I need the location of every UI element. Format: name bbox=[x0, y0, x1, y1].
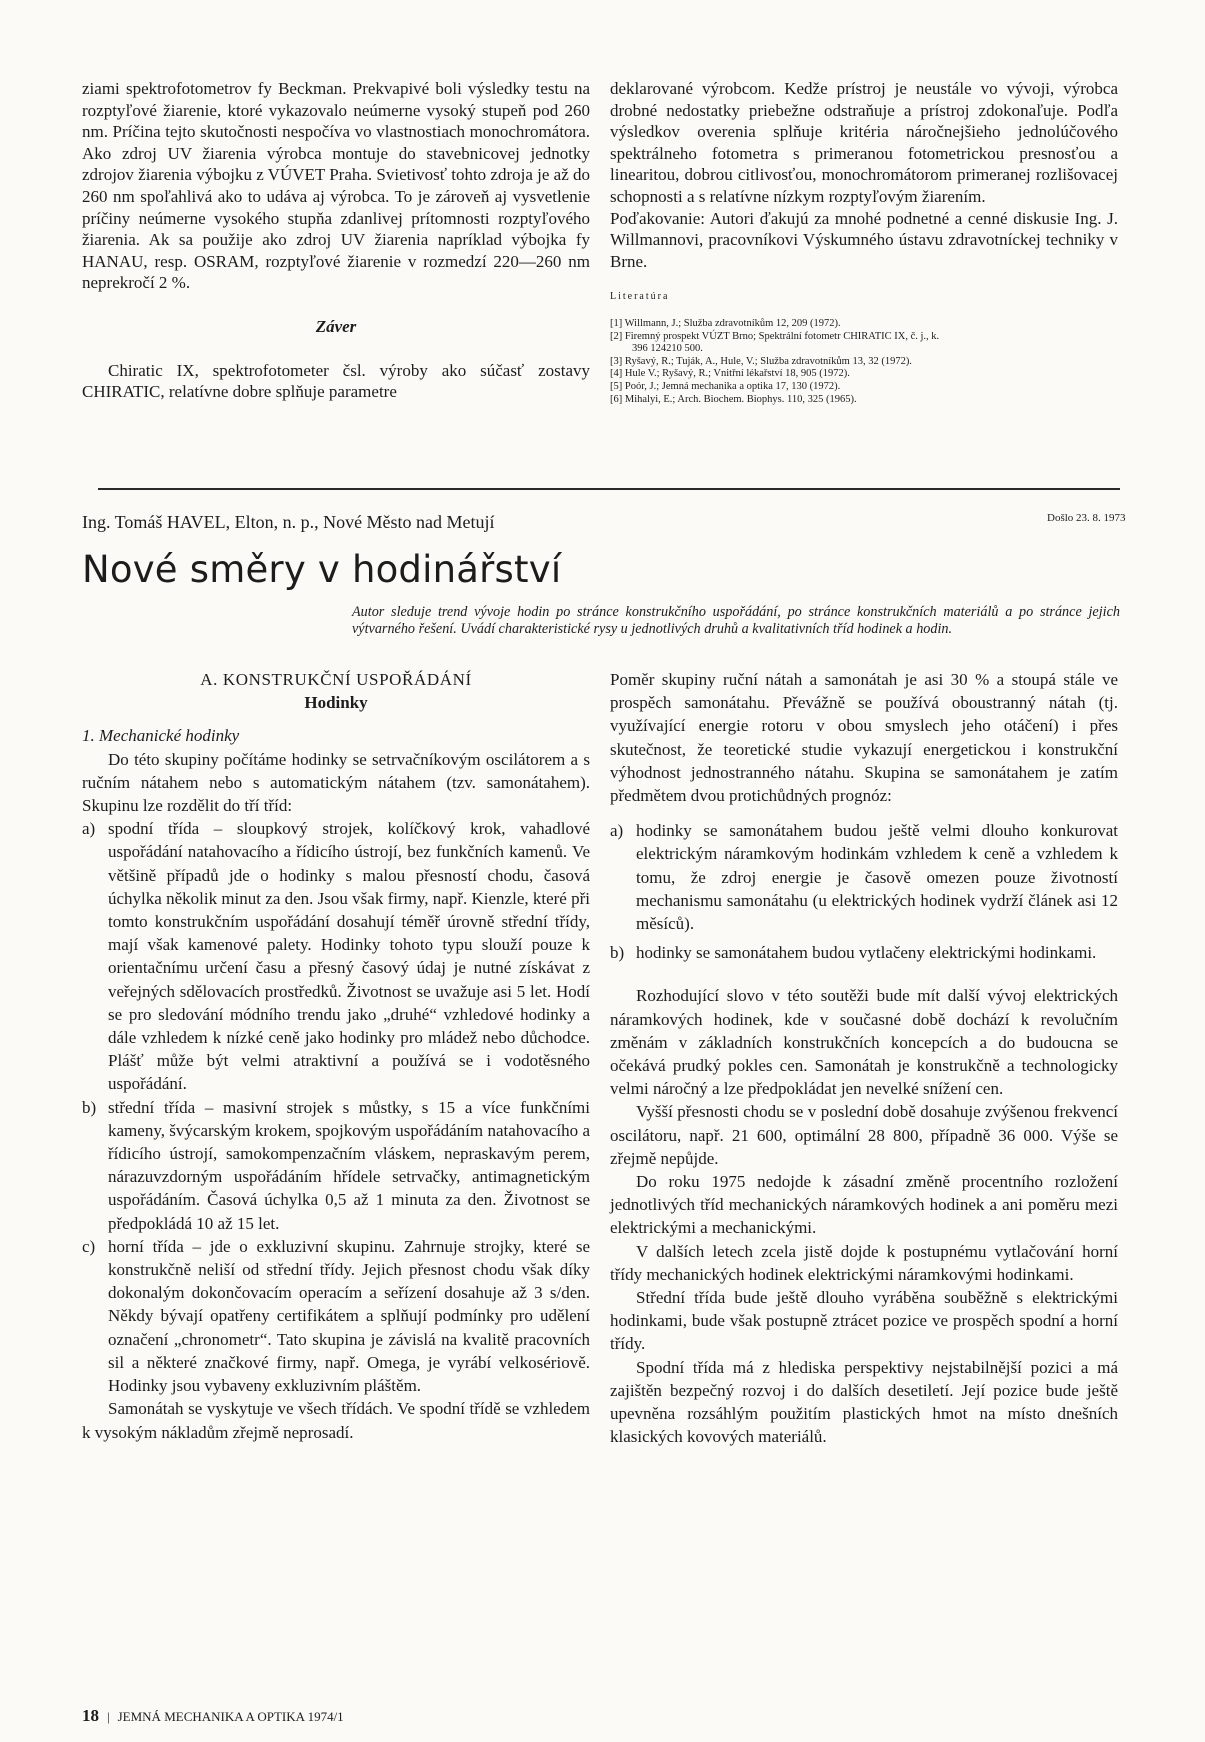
page-footer bbox=[82, 1706, 344, 1726]
prognosis-label: b) bbox=[610, 943, 625, 963]
body-paragraph: Střední třída bude ještě dlouho vyráběna souběžně s elektrickými hodinkami, bude však postupně ztrácet pozice ve prospěch spodní a horní třídy. bbox=[610, 1288, 1118, 1354]
conclusion-text: Chiratic IX, spektrofotometer čsl. výroby ako súčasť zostavy CHIRATIC, relatívne dobre splňuje parametre bbox=[82, 360, 590, 402]
received-date: Došlo 23. 8. 1973 bbox=[1047, 512, 1126, 524]
reference-item: [5] Poór, J.; Jemná mechanika a optika 17, 130 (1972). bbox=[610, 380, 841, 392]
literature-heading: Literatúra bbox=[610, 291, 670, 303]
article-title: Nové směry v hodinářství bbox=[82, 548, 562, 591]
footer-separator: | bbox=[107, 1709, 110, 1724]
prognosis-item bbox=[610, 819, 1118, 935]
article-right-column bbox=[610, 668, 1118, 1449]
section-divider bbox=[98, 488, 1120, 490]
acknowledgement: Poďakovanie: Autori ďakujú za mnohé podnetné a cenné diskusie Ing. J. Willmannovi, pracovníkovi Výskumného ústavu zdravotníckej techniky v Brne. bbox=[610, 208, 1118, 271]
prognosis-label: a) bbox=[610, 821, 624, 841]
conclusion-heading: Záver bbox=[315, 316, 357, 336]
page-number: 18 bbox=[82, 1706, 99, 1725]
section-heading: A. KONSTRUKČNÍ USPOŘÁDÁNÍ bbox=[200, 670, 472, 689]
body-paragraph: Vyšší přesnosti chodu se v poslední době dosahuje zvýšenou frekvencí oscilátoru, např. 21 600, optimální 28 800, případně 36 000. Výše se zřejmě nepůjde. bbox=[610, 1102, 1118, 1168]
body-paragraph: V dalších letech zcela jistě dojde k postupnému vytlačování horní třídy mechanických hodinek elektrickými náramkovými hodinkami. bbox=[610, 1241, 1118, 1284]
class-text: horní třída – jde o exkluzivní skupinu. Zahrnuje strojky, které se konstrukčně neliší od střední třídy. Jejich přesnost chodu však díky dokonalým dokončovacím operacím a seřízení dosahuje až 3 s/den. Někdy bývají opatřeny certifikátem a splňují podmínky pro udělení označení „chronometr“. Tato skupina je závislá na kvalitě pracovních sil a některé značkové firmy, např. Omega, je vyrábí velkosériově. Hodinky jsou vybaveny exkluzivním pláštěm. bbox=[108, 1236, 590, 1396]
class-text: střední třída – masivní strojek s můstky, s 15 a více funkčními kameny, švýcarským krokem, spojkovým uspořádáním natahovacího a řídicího ústrojí, samokompenzačním vláskem, nepraskavým perem, nárazuvzdorným uspořádáním hřídele setrvačky, antimagnetickým uspořádáním. Časová úchylka 0,5 až 1 minuta za den. Životnost se předpokládá 10 až 15 let. bbox=[108, 1097, 590, 1233]
class-label: b) bbox=[82, 1097, 97, 1117]
prognosis-item bbox=[610, 941, 1118, 964]
body-paragraph: Spodní třída má z hlediska perspektivy nejstabilnější pozici a má zajištěn bezpečný rozvoj i do dalších desetiletí. Její pozice bude ještě upevněna rozsáhlým použitím plastických hmot na místo dnešních klasických kovových materiálů. bbox=[610, 1357, 1118, 1447]
class-label: a) bbox=[82, 819, 96, 839]
prognosis-text: hodinky se samonátahem budou ještě velmi dlouho konkurovat elektrickým náramkovým hodinkám vzhledem k ceně a vzhledem k tomu, že zdroj energie je časově omezen pouze životností mechanismu samonátahu (u elektrických hodinek vydrží článek asi 12 měsíců). bbox=[636, 821, 1118, 934]
article-abstract: Autor sleduje trend vývoje hodin po stránce konstrukčního uspořádání, po stránce konstrukčních materiálů a po stránce jejich výtvarného řešení. Uvádí charakteristické rysy u jednotlivých druhů a kvalitativních tříd hodinek a hodin. bbox=[352, 604, 1120, 638]
top-right-paragraph: deklarované výrobcom. Kedže prístroj je neustále vo vývoji, výrobca drobné nedostatky priebežne odstraňuje a prístroj zdokonaľuje. Podľa výsledkov overenia splňuje kritéria náročnejšieho jednolúčového spektrálneho fotometra s primeranou fotometrickou presnosťou a linearitou, dobrou citlivosťou, monochromátorom primeranej rozlišovacej schopnosti a s relatívne nízkym rozptyľovým žiarením. bbox=[610, 79, 1118, 206]
body-paragraph: Do roku 1975 nedojde k zásadní změně procentního rozložení jednotlivých tříd mechanických náramkových hodinek a ani poměru mezi elektrickými a mechanickými. bbox=[610, 1172, 1118, 1238]
reference-list bbox=[610, 318, 1118, 406]
reference-item: [4] Hule V.; Ryšavý, R.; Vnitřní lékařství 18, 905 (1972). bbox=[610, 368, 850, 380]
top-left-column bbox=[82, 78, 590, 403]
class-text: spodní třída – sloupkový strojek, kolíčkový krok, vahadlové uspořádání natahovacího a řídicího ústrojí, bez funkčních kamenů. Ve většině případů jde o hodinky s malou přesností chodu, časová úchylka několik minut za den. Jsou však firmy, např. Kienzle, které při tomto konstrukčním uspořádání dosahují téměř úrovně střední třídy, mají však kamenové palety. Hodinky tohoto typu slouží pouze k orientačnímu určení času a přesný časový údaj je nutné získávat z veřejných sdělovacích prostředků. Životnost se uvažuje asi 5 let. Hodí se pro sledování módního trendu jako „druhé“ vzhledové hodinky a dále vzhledem k nízké ceně jako hodinky pro mládež nebo důchodce. Plášť může být velmi atraktivní a používá se i vodotěsného uspořádání. bbox=[108, 819, 590, 1094]
body-paragraph: Rozhodující slovo v této soutěži bude mít další vývoj elektrických náramkových hodinek, kde v současné době dochází k revolučním změnám v základních konstrukčních koncepcích a do budoucna se očekává prudký pokles cen. Samonátah je konstrukčně a technologicky velmi náročný a lze předpokládat jen nevelké snížení cen. bbox=[610, 986, 1118, 1099]
reference-item: [3] Ryšavý, R.; Tuják, A., Hule, V.; Služba zdravotníkům 13, 32 (1972). bbox=[610, 355, 912, 367]
article-left-column bbox=[82, 668, 590, 1444]
subsection-heading: Hodinky bbox=[304, 693, 368, 713]
intro-paragraph: Do této skupiny počítáme hodinky se setrvačníkovým oscilátorem a s ručním nátahem nebo s automatickým nátahem (tzv. samonátahem). Skupinu lze rozdělit do tří tříd: bbox=[82, 749, 590, 816]
subsubsection-heading: 1. Mechanické hodinky bbox=[82, 726, 240, 746]
closing-paragraph: Samonátah se vyskytuje ve všech třídách. Ve spodní třídě se vzhledem k vysokým nákladům zřejmě neprosadí. bbox=[82, 1399, 590, 1442]
class-label: c) bbox=[82, 1236, 96, 1256]
reference-item: [6] Mihalyi, E.; Arch. Biochem. Biophys. 110, 325 (1965). bbox=[610, 393, 857, 405]
right-intro-paragraph: Poměr skupiny ruční nátah a samonátah je asi 30 % a stoupá stále ve prospěch samonátahu. Převážně se používá oboustranný nátah (tj. využívající energie rotoru v obou smyslech jeho otáčení) i přes skutečnost, že teoretické studie vykazují energetickou i konstrukční výhodnost jednostranného nátahu. Skupina se samonátahem je zatím předmětem dvou protichůdných prognóz: bbox=[610, 670, 1118, 806]
reference-item: 396 124210 500. bbox=[632, 343, 703, 355]
top-left-paragraph: ziami spektrofotometrov fy Beckman. Prekvapivé boli výsledky testu na rozptyľové žiarenie, ktoré vykazovalo neúmerne vysoký stupeň pod 260 nm. Príčina tejto skutočnosti nespočíva vo vlastnostiach monochromátora. Ako zdroj UV žiarenia výrobca montuje do stavebnicovej jednotky zdrojov žiarenia výbojku z VÚVET Praha. Svietivosť tohto zdroja je až do 260 nm spoľahlivá ako to udáva aj výrobca. To je zároveň aj vysvetlenie príčiny neúmerne vysokého stupňa zdanlivej prítomnosti rozptyľového žiarenia. Ak sa použije ako zdroj UV žiarenia napríklad výbojka fy HANAU, resp. OSRAM, rozptyľové žiarenie v rozmedzí 220—260 nm neprekročí 2 %. bbox=[82, 79, 591, 293]
class-item bbox=[82, 817, 590, 1095]
top-right-column bbox=[610, 78, 1118, 406]
class-item bbox=[82, 1235, 590, 1397]
journal-name: JEMNÁ MECHANIKA A OPTIKA 1974/1 bbox=[117, 1709, 344, 1724]
reference-item: [2] Firemný prospekt VÚZT Brno; Spektrální fotometr CHIRATIC IX, č. j., k. bbox=[610, 330, 940, 342]
author-byline: Ing. Tomáš HAVEL, Elton, n. p., Nové Město nad Metují bbox=[82, 512, 495, 532]
reference-item: [1] Willmann, J.; Služba zdravotníkům 12, 209 (1972). bbox=[610, 317, 841, 329]
prognosis-text: hodinky se samonátahem budou vytlačeny elektrickými hodinkami. bbox=[636, 943, 1097, 963]
class-item bbox=[82, 1096, 590, 1235]
